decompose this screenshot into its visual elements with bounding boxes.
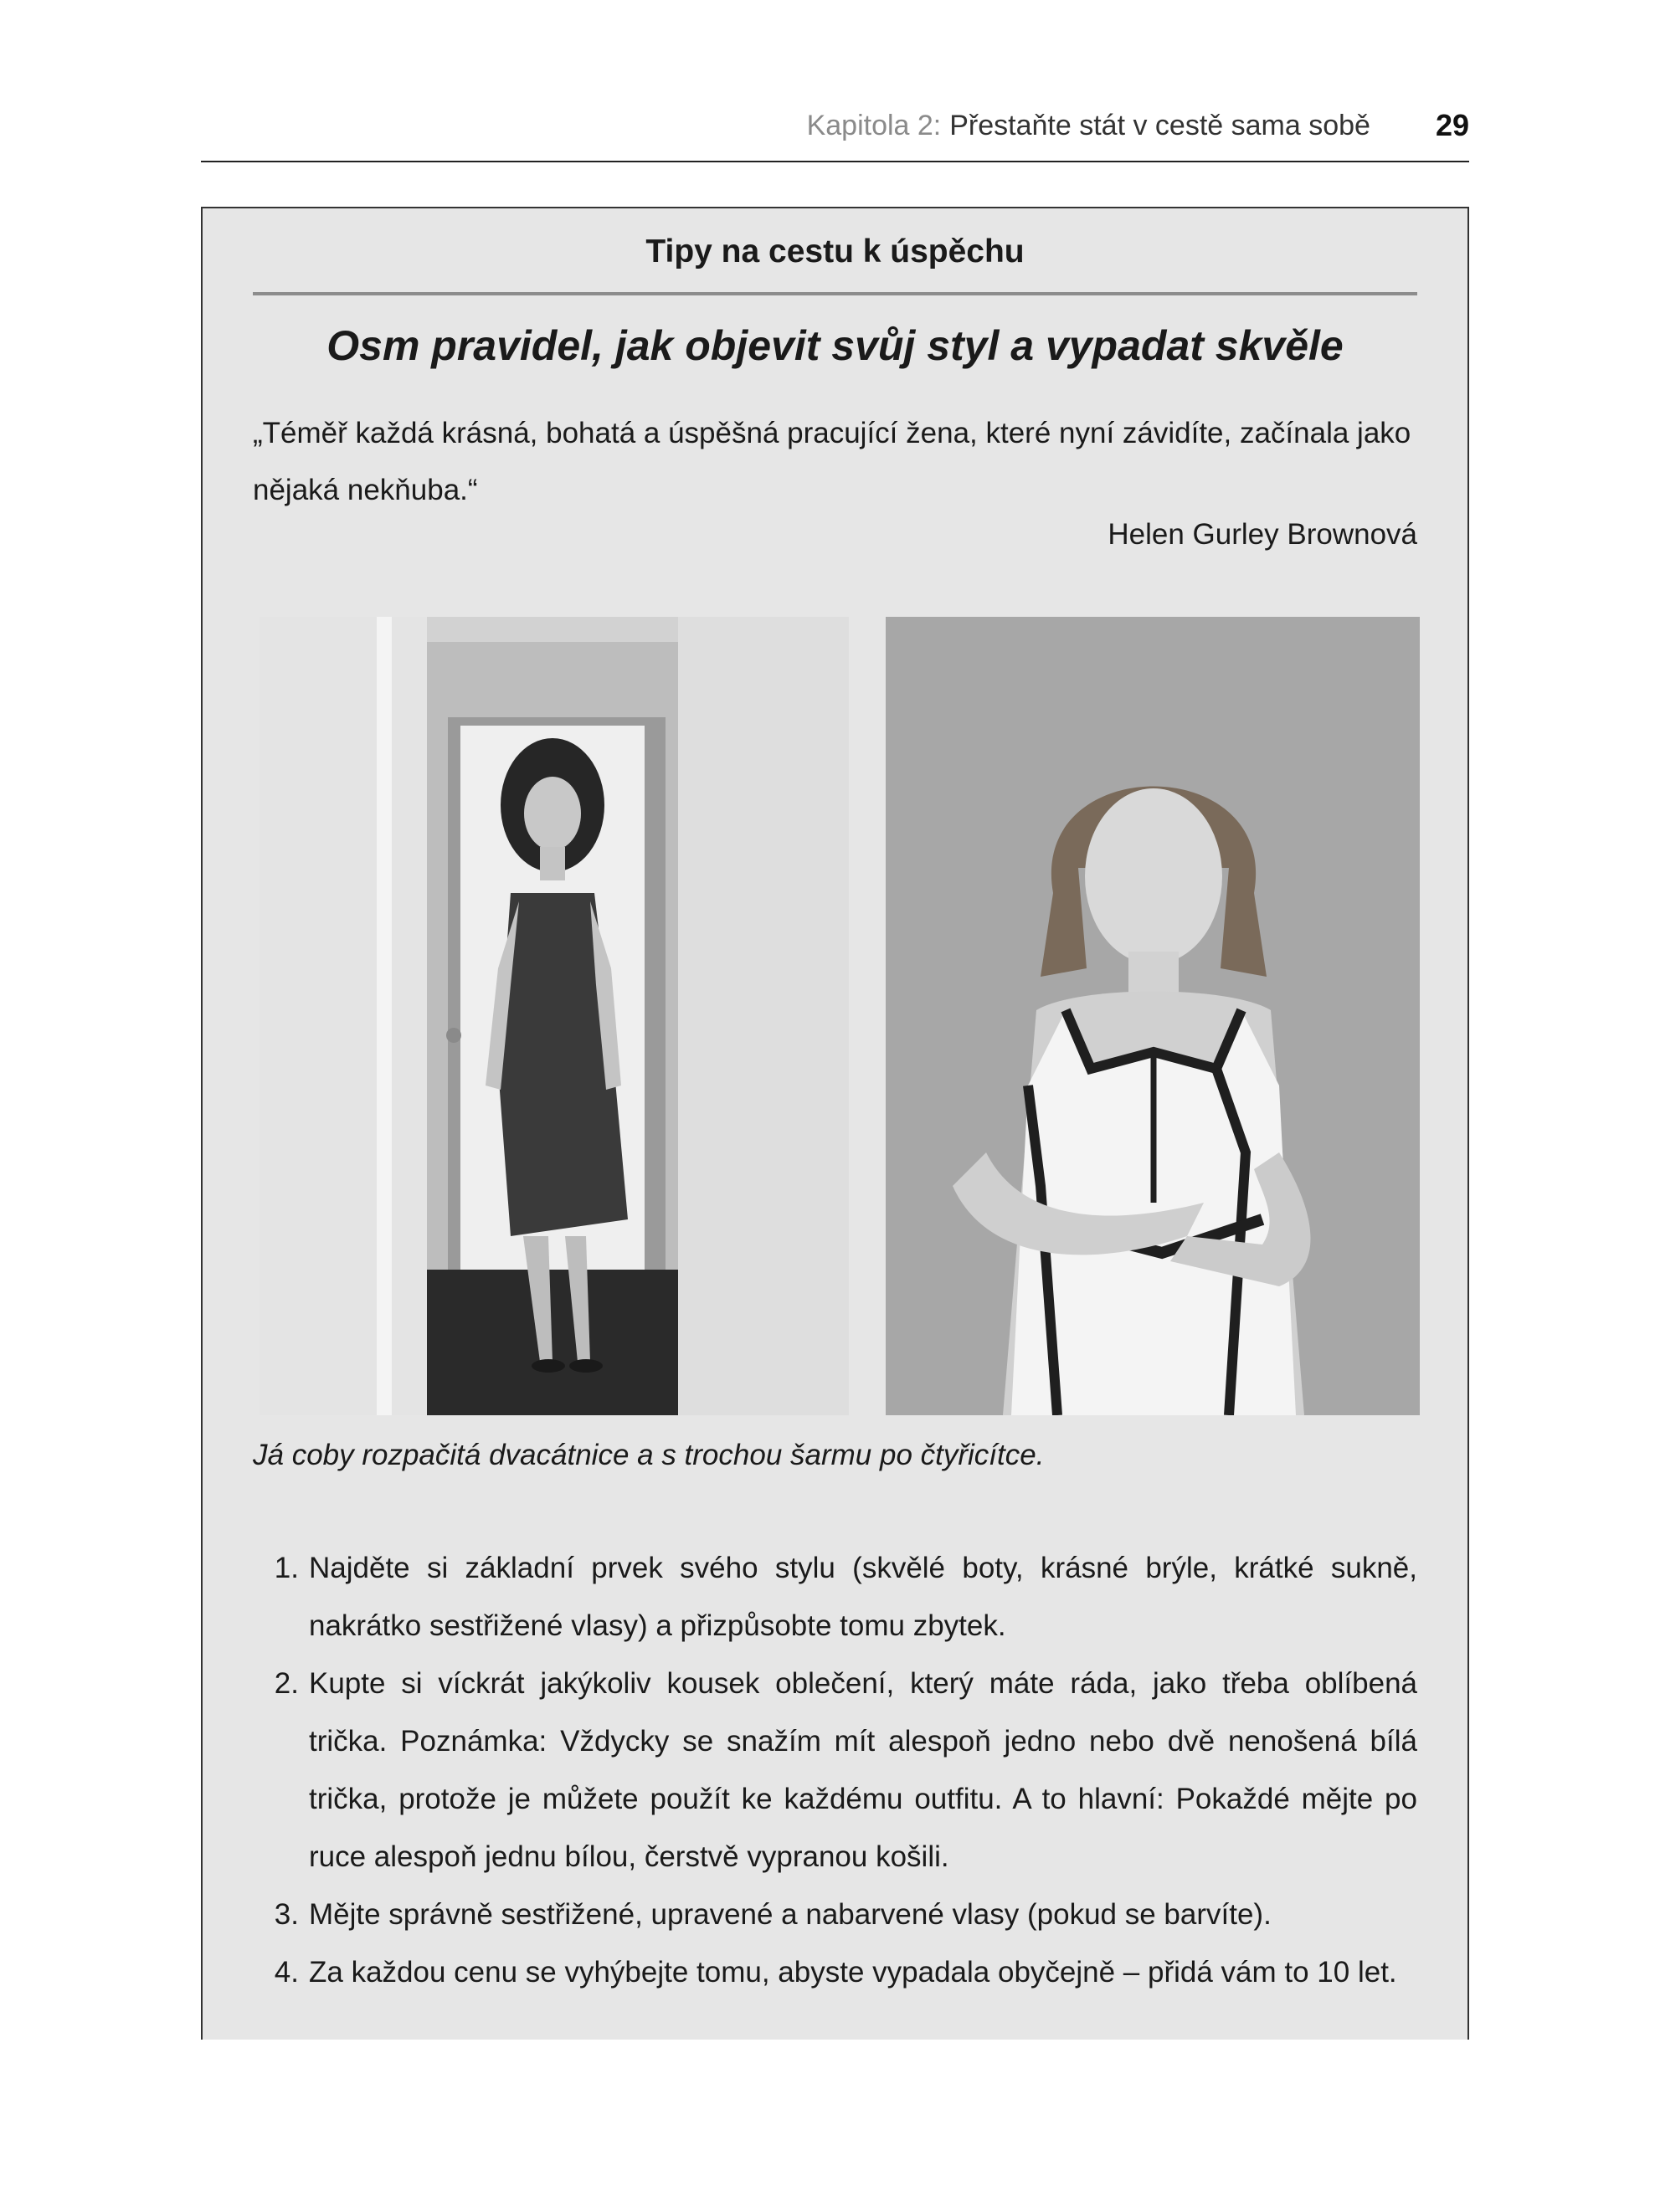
list-item-text: Za každou cenu se vyhýbejte tomu, abyste vypadala obyčejně – přidá vám to 10 let. <box>309 1956 1397 1989</box>
list-item-number: 3. <box>274 1898 299 1931</box>
photo-young-woman-in-doorway <box>260 617 849 1415</box>
list-item-text: Kupte si víckrát jakýkoliv kousek oblečení, který máte ráda, jako třeba oblíbená trička. Poznámka: Vždycky se snažím mít alespoň jedno nebo dvě nenošená bílá trička, protože je můžete použít ke každému outfitu. A to hlavní: Pokaždé mějte po ruce alespoň jednu bílou, čerstvě vypranou košili. <box>309 1667 1417 1873</box>
list-item <box>253 1655 1417 1886</box>
quote-author: Helen Gurley Brownová <box>1108 518 1417 551</box>
tips-box <box>201 207 1469 2040</box>
header-divider <box>201 161 1469 162</box>
list-item-text: Mějte správně sestřižené, upravené a nabarvené vlasy (pokud se barvíte). <box>309 1898 1272 1931</box>
list-item-number: 4. <box>274 1956 299 1989</box>
list-item-number: 2. <box>274 1667 299 1700</box>
box-heading-divider <box>253 292 1417 295</box>
list-item <box>253 1539 1417 1655</box>
chapter-title: Přestaňte stát v cestě sama sobě <box>949 109 1370 141</box>
list-item-text: Najděte si základní prvek svého stylu (skvělé boty, krásné brýle, krátké sukně, nakrátko sestřižené vlasy) a přizpůsobte tomu zbytek. <box>309 1552 1417 1642</box>
photo-caption: Já coby rozpačitá dvacátnice a s trochou šarmu po čtyřicítce. <box>253 1439 1045 1471</box>
list-item <box>253 1886 1417 1943</box>
running-header <box>201 105 1469 146</box>
list-item <box>253 1943 1417 2001</box>
list-item-number: 1. <box>274 1552 299 1584</box>
box-heading: Tipy na cestu k úspěchu <box>645 234 1025 269</box>
photo-woman-portrait <box>886 617 1420 1415</box>
chapter-label: Kapitola 2: <box>806 109 942 141</box>
tips-list <box>253 1539 1417 2001</box>
quote-text: „Téměř každá krásná, bohatá a úspěšná pracující žena, které nyní závidíte, začínala jako nějaká nekňuba.“ <box>253 417 1411 506</box>
page-number: 29 <box>1435 108 1469 142</box>
box-headline: Osm pravidel, jak objevit svůj styl a vypadat skvěle <box>326 322 1344 369</box>
